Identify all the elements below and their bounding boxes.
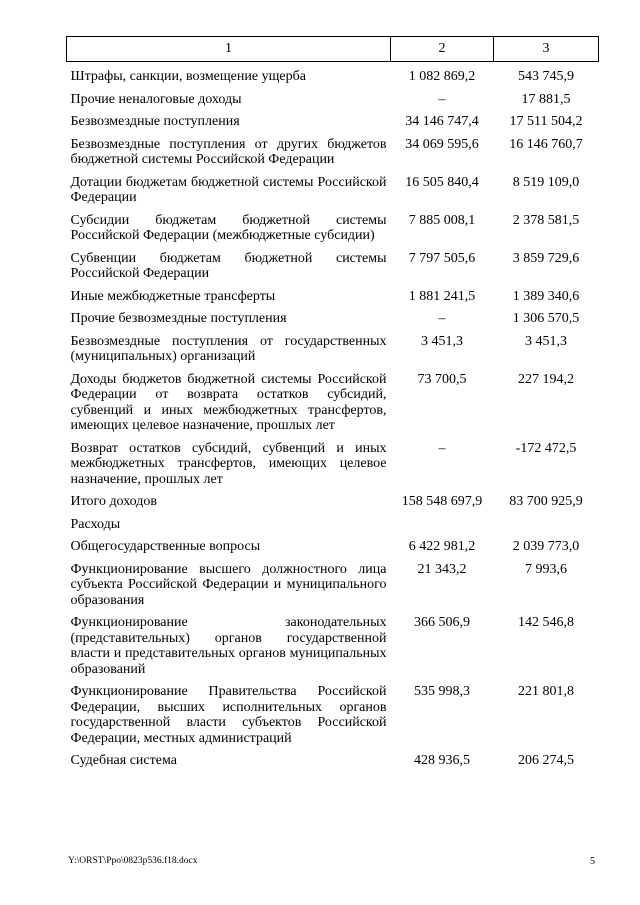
table-header-row [67, 37, 599, 62]
row-value-col3: 2 039 773,0 [512, 539, 580, 554]
row-label: Иные межбюджетные трансферты [70, 288, 276, 304]
table-row [67, 510, 599, 533]
row-value-col2: 34 069 595,6 [405, 136, 479, 152]
row-value-col3: 543 745,9 [518, 69, 574, 84]
table-row [67, 608, 599, 677]
row-label: Субвенции бюджетам бюджетной системы Российской Федерации [70, 250, 387, 281]
row-value-col3: -172 472,5 [515, 440, 577, 456]
row-value-col2: – [438, 311, 446, 326]
row-value-col2: 6 422 981,2 [408, 539, 476, 554]
row-label: Общегосударственные вопросы [70, 539, 261, 554]
table-row [67, 677, 599, 746]
table-row [67, 62, 599, 85]
row-label: Расходы [70, 516, 121, 532]
row-label: Безвозмездные поступления от государственных (муниципальных) организаций [70, 333, 387, 364]
table-row [67, 434, 599, 488]
row-label: Безвозмездные поступления от других бюджетов бюджетной системы Российской Федерации [70, 136, 387, 167]
row-value-col2: – [438, 91, 446, 107]
row-value-col3: 8 519 109,0 [512, 174, 580, 190]
row-value-col2: 428 936,5 [414, 753, 470, 768]
row-value-col3: 3 859 729,6 [512, 250, 580, 266]
table-row [67, 365, 599, 434]
column-header-2: 2 [391, 37, 494, 62]
row-value-col3: 221 801,8 [518, 684, 574, 699]
footer-file-path: Y:\ORST\Ppo\0823p536.f18.docx [68, 856, 198, 866]
row-label: Функционирование Правительства Российской Федерации, высших исполнительных органов государственной власти субъектов Российской Федерации, местных администраций [70, 684, 387, 746]
row-value-col2: 7 885 008,1 [408, 212, 476, 228]
row-value-col2: 158 548 697,9 [401, 494, 483, 509]
row-label: Прочие безвозмездные поступления [70, 311, 287, 326]
row-label: Доходы бюджетов бюджетной системы Российской Федерации от возврата остатков субсидий, субвенций и иных межбюджетных трансфертов, имеющих целевое назначение, прошлых лет [70, 371, 387, 433]
table-row [67, 85, 599, 108]
row-value-col2: 7 797 505,6 [408, 250, 476, 266]
table-row [67, 244, 599, 282]
row-value-col2: 3 451,3 [421, 333, 463, 349]
table-row [67, 487, 599, 510]
table-row [67, 282, 599, 305]
table-row [67, 168, 599, 206]
row-label: Функционирование законодательных (представительных) органов государственной власти и представительных органов муниципальных образований [70, 615, 387, 677]
row-value-col2: 16 505 840,4 [405, 174, 479, 190]
row-label: Прочие неналоговые доходы [70, 91, 242, 107]
column-header-1: 1 [67, 37, 391, 62]
column-header-3: 3 [494, 37, 599, 62]
row-value-col3: 2 378 581,5 [512, 212, 580, 228]
table-row [67, 532, 599, 555]
row-value-col3: 83 700 925,9 [509, 494, 583, 509]
row-label: Штрафы, санкции, возмещение ущерба [70, 69, 306, 84]
footer-page-number: 5 [590, 856, 595, 867]
row-value-col3: 142 546,8 [518, 615, 574, 630]
row-value-col2: 1 082 869,2 [408, 69, 476, 84]
row-label: Дотации бюджетам бюджетной системы Российской Федерации [70, 174, 387, 205]
row-value-col3: 1 306 570,5 [512, 311, 580, 326]
table-row [67, 327, 599, 365]
row-value-col2: 21 343,2 [417, 561, 467, 577]
row-value-col3: 7 993,6 [525, 561, 567, 577]
table-row [67, 746, 599, 769]
row-label: Возврат остатков субсидий, субвенций и иных межбюджетных трансфертов, имеющих целевое назначение, прошлых лет [70, 440, 387, 487]
row-label: Безвозмездные поступления [70, 114, 240, 129]
budget-table [66, 36, 599, 769]
row-label: Функционирование высшего должностного лица субъекта Российской Федерации и муниципального образования [70, 561, 387, 608]
row-value-col2: 366 506,9 [414, 615, 470, 630]
row-value-col2: 34 146 747,4 [405, 114, 479, 129]
row-value-col2: 73 700,5 [417, 371, 467, 387]
row-value-col3: 16 146 760,7 [509, 136, 583, 152]
table-row [67, 555, 599, 609]
row-value-col2: 1 881 241,5 [408, 288, 476, 304]
row-label: Судебная система [70, 753, 177, 768]
row-value-col3: 206 274,5 [518, 753, 574, 768]
row-value-col3: 1 389 340,6 [512, 288, 580, 304]
row-value-col3 [494, 510, 599, 533]
row-value-col3: 3 451,3 [525, 333, 567, 349]
row-value-col2: – [438, 440, 446, 456]
table-row [67, 107, 599, 130]
row-label: Субсидии бюджетам бюджетной системы Российской Федерации (межбюджетные субсидии) [70, 212, 387, 243]
row-value-col2 [391, 510, 494, 533]
row-value-col3: 17 511 504,2 [509, 114, 583, 129]
row-value-col3: 17 881,5 [521, 91, 571, 107]
row-value-col3: 227 194,2 [518, 371, 574, 387]
table-body [67, 62, 599, 769]
table-row [67, 130, 599, 168]
table-row [67, 206, 599, 244]
row-label: Итого доходов [70, 494, 158, 509]
row-value-col2: 535 998,3 [414, 684, 470, 699]
table-row [67, 304, 599, 327]
